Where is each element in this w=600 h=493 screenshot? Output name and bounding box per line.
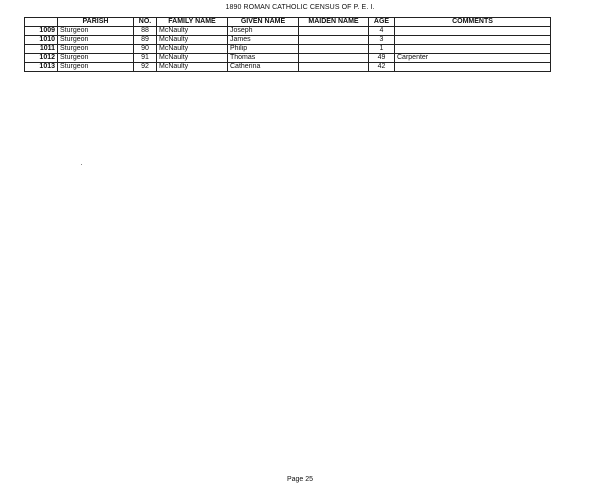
maiden-name-cell bbox=[299, 45, 369, 54]
comments-cell bbox=[395, 36, 551, 45]
family-name-cell: McNaulty bbox=[157, 27, 228, 36]
age-cell: 49 bbox=[369, 54, 395, 63]
given-name-cell: Philip bbox=[228, 45, 299, 54]
no-cell: 91 bbox=[134, 54, 157, 63]
comments-cell bbox=[395, 27, 551, 36]
age-cell: 42 bbox=[369, 63, 395, 72]
column-header-family-name: FAMILY NAME bbox=[157, 18, 228, 27]
no-cell: 90 bbox=[134, 45, 157, 54]
parish-cell: Sturgeon bbox=[58, 63, 134, 72]
comments-cell bbox=[395, 45, 551, 54]
header-row bbox=[25, 18, 551, 27]
given-name-cell: James bbox=[228, 36, 299, 45]
age-cell: 3 bbox=[369, 36, 395, 45]
maiden-name-cell bbox=[299, 36, 369, 45]
maiden-name-cell bbox=[299, 27, 369, 36]
column-header-parish: PARISH bbox=[58, 18, 134, 27]
age-cell: 1 bbox=[369, 45, 395, 54]
column-header-no: NO. bbox=[134, 18, 157, 27]
age-cell: 4 bbox=[369, 27, 395, 36]
given-name-cell: Joseph bbox=[228, 27, 299, 36]
no-cell: 88 bbox=[134, 27, 157, 36]
column-header-comments: COMMENTS bbox=[395, 18, 551, 27]
column-header-rownum bbox=[25, 18, 58, 27]
maiden-name-cell bbox=[299, 63, 369, 72]
comments-cell bbox=[395, 63, 551, 72]
row-number: 1010 bbox=[25, 36, 58, 45]
family-name-cell: McNaulty bbox=[157, 63, 228, 72]
census-table bbox=[24, 17, 551, 72]
column-header-given-name: GIVEN NAME bbox=[228, 18, 299, 27]
row-number: 1013 bbox=[25, 63, 58, 72]
table-row bbox=[25, 45, 551, 54]
parish-cell: Sturgeon bbox=[58, 54, 134, 63]
parish-cell: Sturgeon bbox=[58, 36, 134, 45]
scan-speck bbox=[81, 164, 82, 165]
maiden-name-cell bbox=[299, 54, 369, 63]
no-cell: 89 bbox=[134, 36, 157, 45]
family-name-cell: McNaulty bbox=[157, 45, 228, 54]
table-row bbox=[25, 36, 551, 45]
page-number: Page 25 bbox=[286, 476, 314, 483]
parish-cell: Sturgeon bbox=[58, 45, 134, 54]
table-row bbox=[25, 63, 551, 72]
page-title: 1890 ROMAN CATHOLIC CENSUS OF P. E. I. bbox=[225, 4, 375, 11]
row-number: 1012 bbox=[25, 54, 58, 63]
table-row bbox=[25, 54, 551, 63]
table-row bbox=[25, 27, 551, 36]
column-header-maiden-name: MAIDEN NAME bbox=[299, 18, 369, 27]
given-name-cell: Thomas bbox=[228, 54, 299, 63]
family-name-cell: McNaulty bbox=[157, 36, 228, 45]
no-cell: 92 bbox=[134, 63, 157, 72]
row-number: 1009 bbox=[25, 27, 58, 36]
row-number: 1011 bbox=[25, 45, 58, 54]
family-name-cell: McNaulty bbox=[157, 54, 228, 63]
given-name-cell: Catherina bbox=[228, 63, 299, 72]
parish-cell: Sturgeon bbox=[58, 27, 134, 36]
comments-cell: Carpenter bbox=[395, 54, 551, 63]
column-header-age: AGE bbox=[369, 18, 395, 27]
